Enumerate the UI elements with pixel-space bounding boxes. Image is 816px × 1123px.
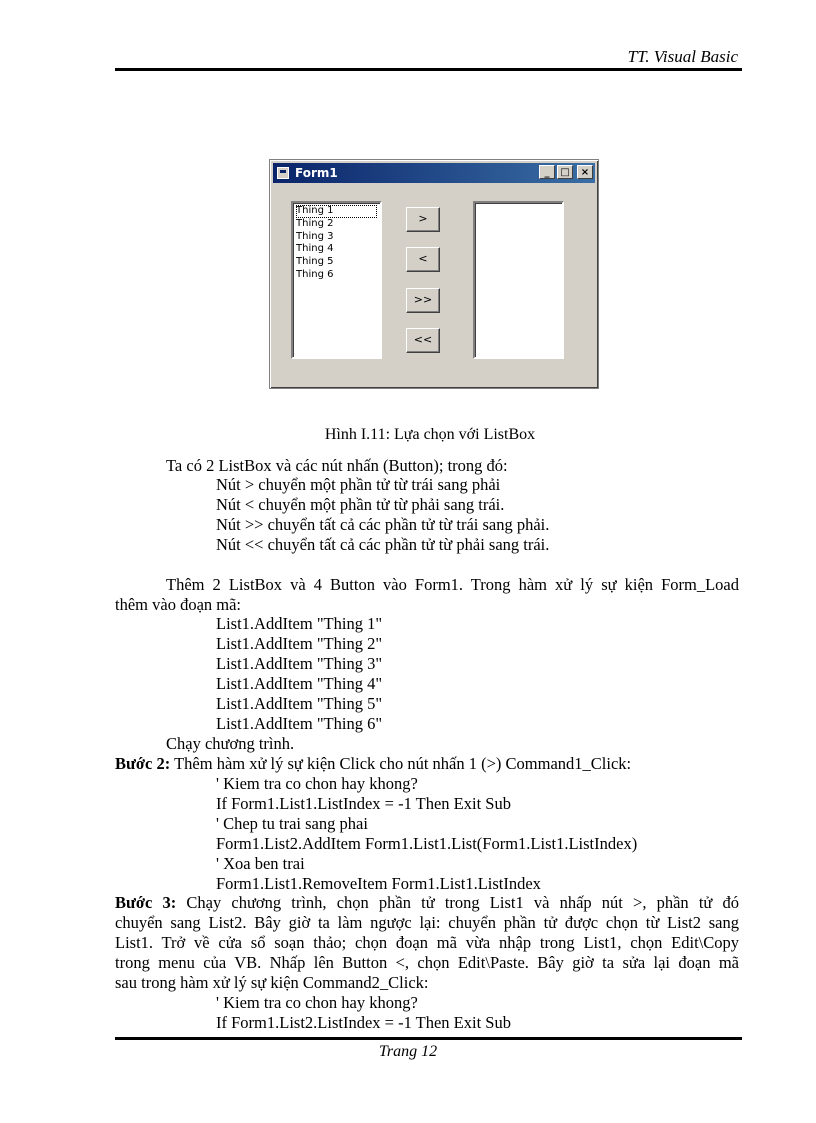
- list1-listbox[interactable]: [291, 201, 382, 359]
- list1-item[interactable]: Thing 6: [296, 268, 334, 280]
- code-line: List1.AddItem "Thing 6": [216, 714, 383, 733]
- form-app-icon: [277, 167, 289, 179]
- footer-rule: [115, 1037, 742, 1040]
- page-number: Trang 12: [378, 1043, 438, 1060]
- code-line: List1.AddItem "Thing 3": [216, 654, 383, 673]
- code-line: ' Chep tu trai sang phai: [216, 814, 368, 833]
- step2-line: [115, 754, 631, 774]
- paragraph-line: sau trong hàm xử lý sự kiện Command2_Click:: [115, 973, 429, 992]
- step3-label: Bước 3:: [115, 893, 177, 912]
- move-all-right-button[interactable]: >>: [406, 288, 440, 313]
- intro-item: Nút >> chuyển tất cả các phần tử từ trái sang phải.: [216, 515, 550, 534]
- step3-text: Chạy chương trình, chọn phần tử trong List1 và nhấp nút >, phần tử đó: [176, 893, 739, 912]
- paragraph-line: List1. Trở về cửa sổ soạn thảo; chọn đoạn mã vừa nhập trong List1, chọn Edit\Copy: [115, 933, 739, 952]
- run-line: Chạy chương trình.: [166, 734, 295, 753]
- code-line: Form1.List1.RemoveItem Form1.List1.ListIndex: [216, 874, 541, 893]
- code-line: ' Xoa ben trai: [216, 854, 305, 873]
- code-line: Form1.List2.AddItem Form1.List1.List(Form1.List1.ListIndex): [216, 834, 638, 853]
- paragraph-line: chuyển sang List2. Bây giờ ta làm ngược lại: chuyển phần tử được chọn từ List2 sang: [115, 913, 739, 932]
- code-line: If Form1.List1.ListIndex = -1 Then Exit Sub: [216, 794, 511, 813]
- code-line: List1.AddItem "Thing 4": [216, 674, 383, 693]
- step2-label: Bước 2:: [115, 754, 171, 773]
- maximize-button[interactable]: □: [557, 165, 573, 179]
- list1-item[interactable]: Thing 3: [296, 230, 334, 242]
- code-line: List1.AddItem "Thing 2": [216, 634, 383, 653]
- figure-caption: Hình I.11: Lựa chọn với ListBox: [324, 426, 536, 443]
- vb-form-window: [269, 159, 599, 389]
- intro-item: Nút << chuyển tất cả các phần tử từ phải sang trái.: [216, 535, 550, 554]
- code-line: List1.AddItem "Thing 1": [216, 614, 383, 633]
- code-line: If Form1.List2.ListIndex = -1 Then Exit Sub: [216, 1013, 511, 1032]
- paragraph-line: trong menu của VB. Nhấp lên Button <, chọn Edit\Paste. Bây giờ ta sửa lại đoạn mã: [115, 953, 739, 972]
- close-button[interactable]: ×: [577, 165, 593, 179]
- list1-item[interactable]: Thing 4: [296, 243, 334, 255]
- move-all-left-button[interactable]: <<: [406, 328, 440, 353]
- move-left-button[interactable]: <: [406, 247, 440, 272]
- list2-listbox[interactable]: [473, 201, 564, 359]
- step2-text: Thêm hàm xử lý sự kiện Click cho nút nhấn 1 (>) Command1_Click:: [170, 754, 632, 773]
- code-line: ' Kiem tra co chon hay khong?: [216, 993, 418, 1012]
- list1-item[interactable]: Thing 5: [296, 256, 334, 268]
- form-titlebar[interactable]: [273, 163, 595, 183]
- intro-item: Nút > chuyển một phần tử từ trái sang phải: [216, 475, 501, 494]
- intro-item: Nút < chuyển một phần tử từ phải sang trái.: [216, 495, 505, 514]
- form-title: Form1: [295, 166, 338, 180]
- header-title: TT. Visual Basic: [627, 47, 738, 66]
- code-line: List1.AddItem "Thing 5": [216, 694, 383, 713]
- move-right-button[interactable]: >: [406, 207, 440, 232]
- code-line: ' Kiem tra co chon hay khong?: [216, 774, 418, 793]
- paragraph-line: thêm vào đoạn mã:: [115, 595, 242, 614]
- list1-item[interactable]: Thing 1: [296, 205, 377, 218]
- paragraph-line: Thêm 2 ListBox và 4 Button vào Form1. Trong hàm xử lý sự kiện Form_Load: [166, 575, 739, 594]
- step3-line: [115, 893, 739, 913]
- minimize-button[interactable]: _: [539, 165, 555, 179]
- header-rule: [115, 68, 742, 71]
- intro-line: Ta có 2 ListBox và các nút nhấn (Button); trong đó:: [166, 456, 508, 475]
- list1-item[interactable]: Thing 2: [296, 217, 334, 229]
